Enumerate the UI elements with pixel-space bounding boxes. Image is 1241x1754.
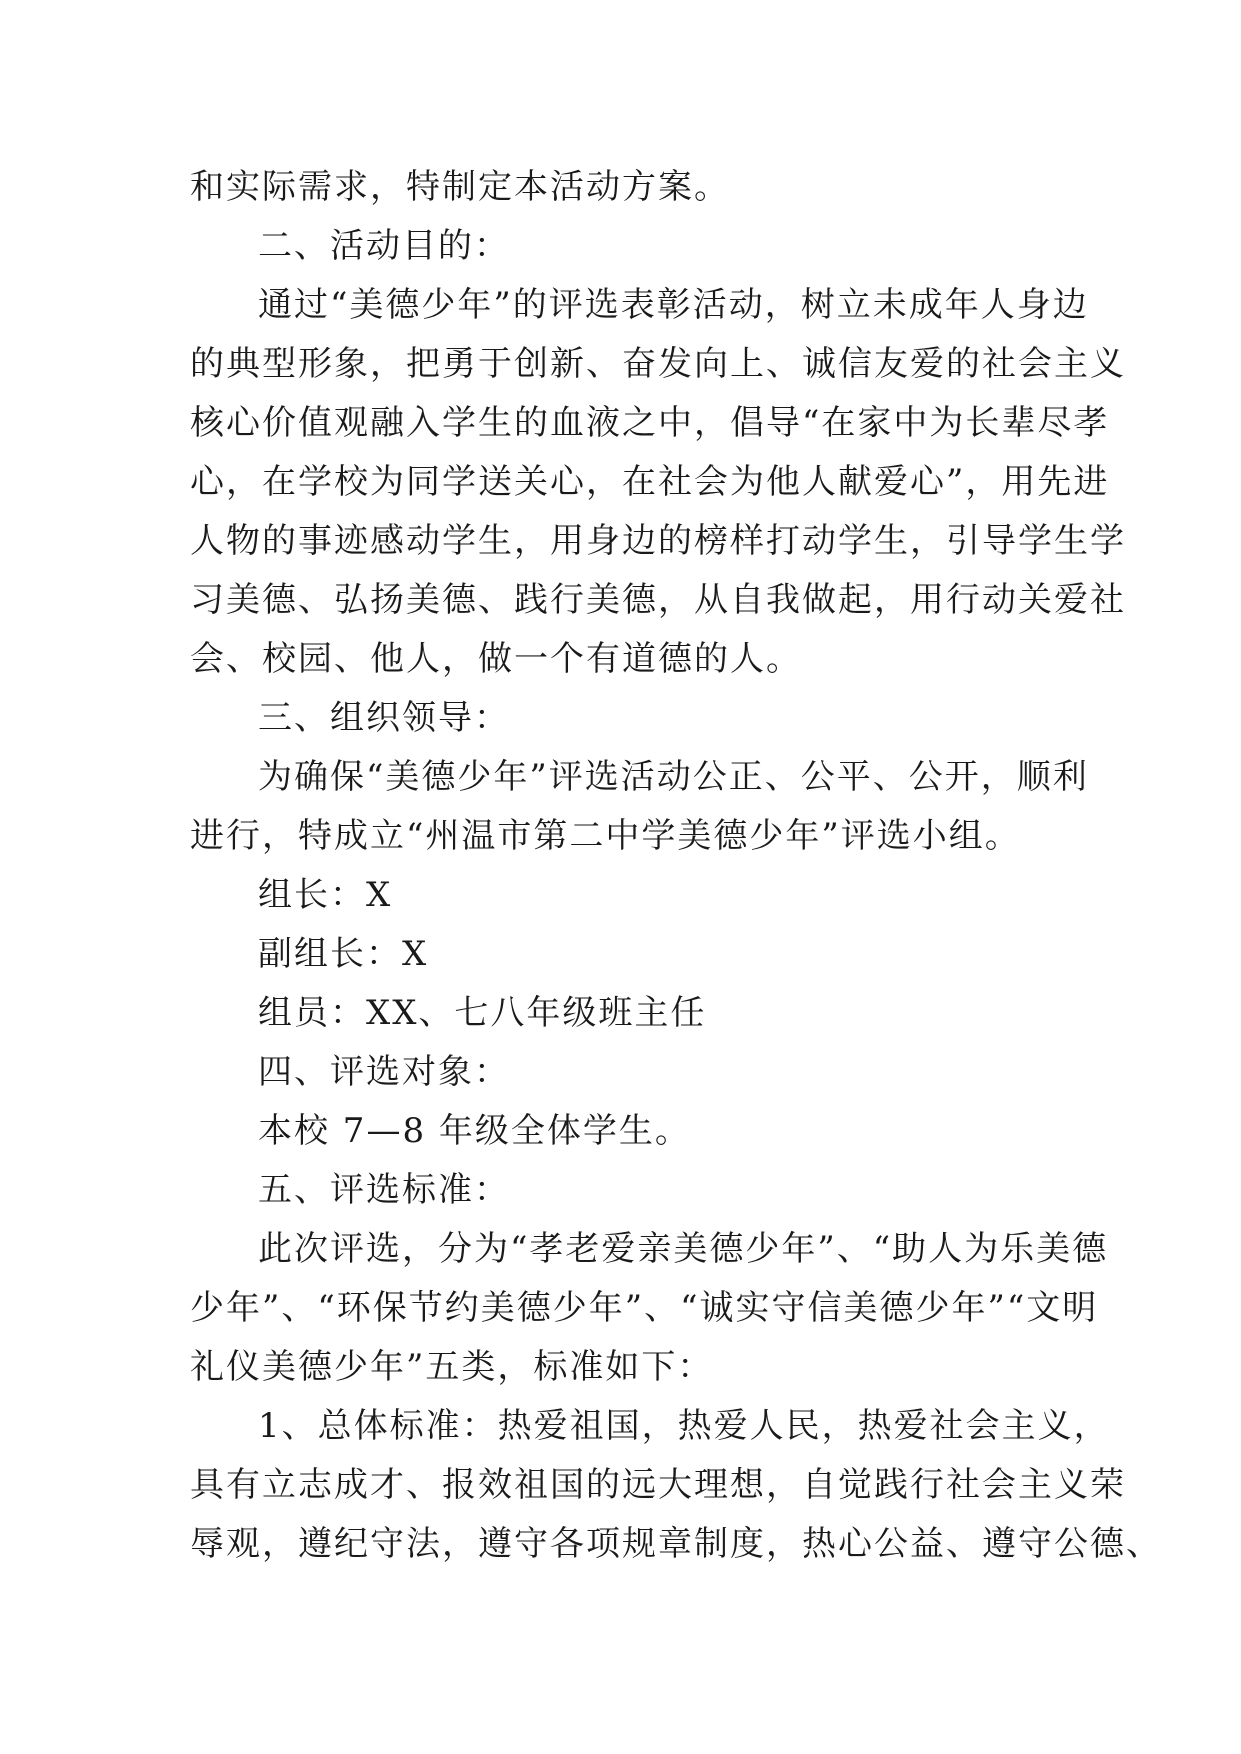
text-line: 组员：XX、七八年级班主任: [258, 993, 707, 1033]
text-line: 三、组织领导：: [258, 698, 510, 738]
text-line: 的典型形象，把勇于创新、奋发向上、诚信友爱的社会主义: [190, 344, 1126, 384]
text-line: 五、评选标准：: [258, 1170, 510, 1210]
text-line: 会、校园、他人，做一个有道德的人。: [190, 639, 802, 679]
text-line: 习美德、弘扬美德、践行美德，从自我做起，用行动关爱社: [190, 580, 1126, 620]
text-line: 副组长：X: [258, 934, 429, 974]
text-line: 心，在学校为同学送关心，在社会为他人献爱心”，用先进: [190, 462, 1110, 502]
text-line: 四、评选对象：: [258, 1052, 510, 1092]
text-line: 辱观，遵纪守法，遵守各项规章制度，热心公益、遵守公德、: [190, 1524, 1162, 1564]
text-line: 此次评选，分为“孝老爱亲美德少年”、“助人为乐美德: [258, 1229, 1109, 1269]
text-line: 少年”、“环保节约美德少年”、“诚实守信美德少年”“文明: [190, 1288, 1099, 1328]
text-line: 和实际需求，特制定本活动方案。: [190, 167, 730, 207]
text-line: 具有立志成才、报效祖国的远大理想，自觉践行社会主义荣: [190, 1465, 1126, 1505]
text-line: 为确保“美德少年”评选活动公正、公平、公开，顺利: [258, 757, 1089, 797]
document-body: [190, 158, 1162, 1574]
text-line: 组长：X: [258, 875, 393, 915]
text-line: 核心价值观融入学生的血液之中，倡导“在家中为长辈尽孝: [190, 403, 1110, 443]
text-line: 二、活动目的：: [258, 226, 510, 266]
text-line: 礼仪美德少年”五类，标准如下：: [190, 1347, 714, 1387]
text-line: 本校 7—8 年级全体学生。: [258, 1111, 691, 1151]
text-line: 人物的事迹感动学生，用身边的榜样打动学生，引导学生学: [190, 521, 1126, 561]
text-line: 通过“美德少年”的评选表彰活动，树立未成年人身边: [258, 285, 1089, 325]
text-line: 1、总体标准：热爱祖国，热爱人民，热爱社会主义，: [258, 1406, 1110, 1446]
text-line: 进行，特成立“州温市第二中学美德少年”评选小组。: [190, 816, 1021, 856]
